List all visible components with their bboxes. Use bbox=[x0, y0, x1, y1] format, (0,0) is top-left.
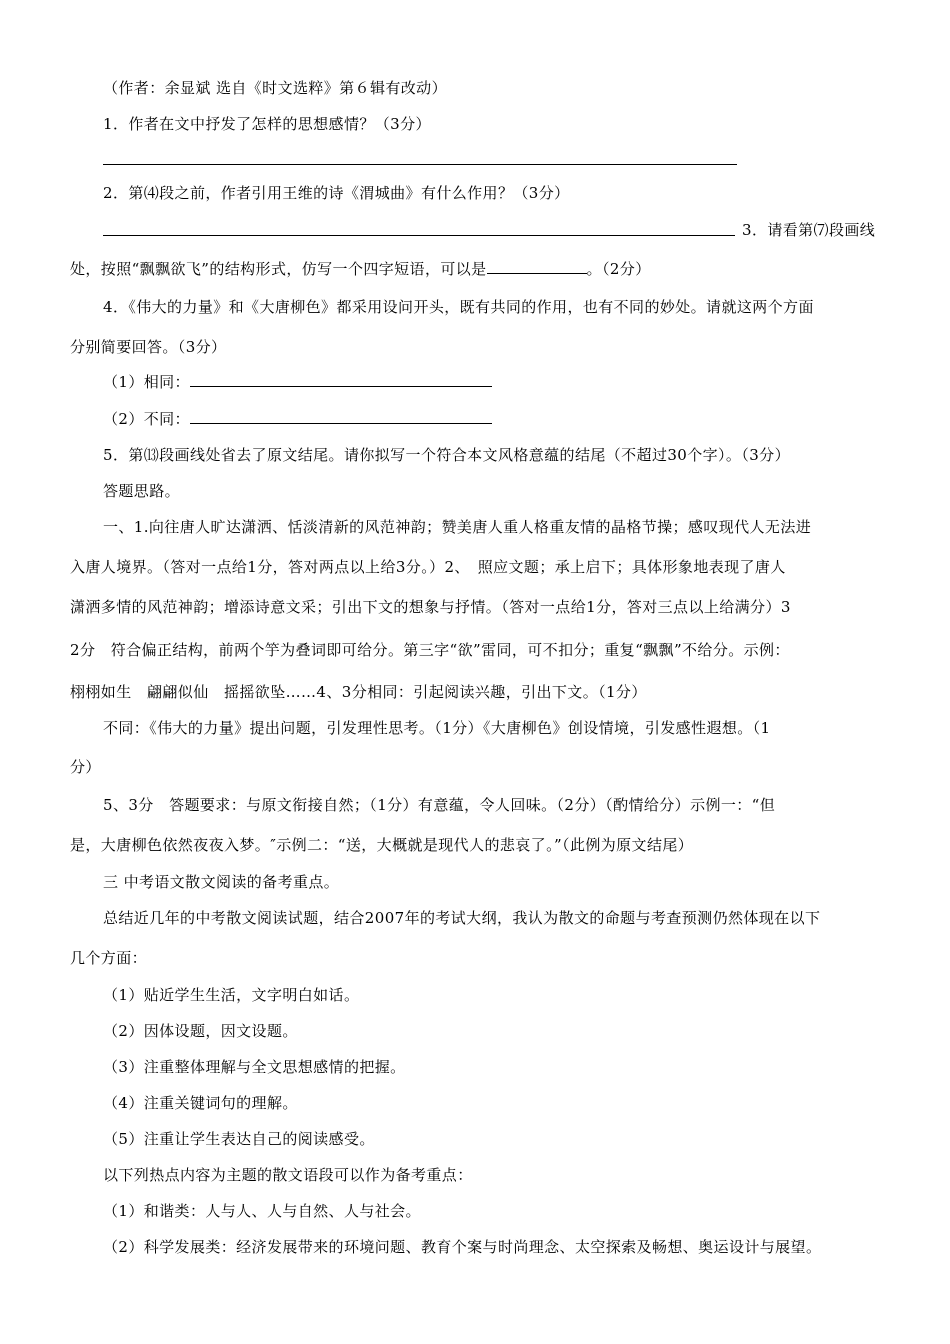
answer-heading: 答题思路。 bbox=[103, 482, 181, 500]
question-5: 5．第⒀段画线处省去了原文结尾。请你拟写一个符合本文风格意蕴的结尾（不超过30个字）。（3分） bbox=[103, 446, 790, 464]
answer-line-5: 栩栩如生 翩翩似仙 摇摇欲坠……4、3分相同：引起阅读兴趣，引出下文。（1分） bbox=[70, 683, 647, 701]
list-item: （5）注重让学生表达自己的阅读感受。 bbox=[103, 1130, 375, 1148]
answer-line-7: 分） bbox=[70, 758, 101, 776]
answer-line-2: 入唐人境界。（答对一点给1分，答对两点以上给3分。）2、 照应文题；承上启下；具体形象地表现了唐人 bbox=[70, 558, 786, 576]
answer-blank-3 bbox=[487, 259, 587, 274]
list-item: （4）注重关键词句的理解。 bbox=[103, 1094, 298, 1112]
list-item: （2）科学发展类：经济发展带来的环境问题、教育个案与时尚理念、太空探索及畅想、奥运设计与展望。 bbox=[103, 1238, 822, 1256]
question-3-start: 3．请看第⑺段画线 bbox=[742, 221, 876, 239]
answer-line-4: 2分 符合偏正结构，前两个竽为叠词即可给分。第三字“欲”雷同，可不扣分；重复“飘飘”不给分。示例： bbox=[70, 641, 790, 659]
answer-line-1: 一、1.向往唐人旷达潇洒、恬淡清新的风范神韵；赞美唐人重人格重友情的晶格节操；感叹现代人无法进 bbox=[103, 518, 812, 536]
answer-line-8: 5、3分 答题要求：与原文衔接自然；（1分）有意蕴，令人回味。（2分）（酌情给分）示例一：“但 bbox=[103, 796, 776, 814]
summary-line-1: 总结近几年的中考散文阅读试题，结合2007年的考试大纲，我认为散文的命题与考查预测仍然体现在以下 bbox=[103, 909, 821, 927]
question-4-line-2: 分别简要回答。（3分） bbox=[70, 338, 227, 356]
hot-topics-intro: 以下列热点内容为主题的散文语段可以作为备考重点： bbox=[103, 1166, 473, 1184]
list-item: （1）贴近学生生活，文字明白如话。 bbox=[103, 986, 360, 1004]
question-3-cont bbox=[70, 259, 651, 279]
list-item: （2）因体设题，因文设题。 bbox=[103, 1022, 298, 1040]
list-item: （1）和谐类：人与人、人与自然、人与社会。 bbox=[103, 1202, 421, 1220]
answer-blank-1 bbox=[103, 164, 737, 165]
question-3-text-b: 。（2分） bbox=[586, 260, 651, 278]
summary-line-2: 几个方面： bbox=[70, 949, 148, 967]
answer-blank-4-diff bbox=[190, 409, 492, 424]
source-line: （作者：余显斌 选自《时文选粹》第６辑有改动） bbox=[103, 79, 447, 97]
answer-line-9: 是，大唐柳色依然夜夜入梦。″示例二：“送，大概就是现代人的悲哀了。”（此例为原文结尾） bbox=[70, 836, 694, 854]
answer-line-6: 不同：《伟大的力量》提出问题，引发理性思考。（1分）《大唐柳色》创设情境，引发感性遐想。（1 bbox=[103, 719, 771, 737]
question-4-same-label: （1）相同： bbox=[103, 373, 190, 391]
question-4-same bbox=[103, 372, 492, 392]
question-4-line-1: 4．《伟大的力量》和《大唐柳色》都采用设问开头，既有共同的作用，也有不同的妙处。请就这两个方面 bbox=[103, 298, 814, 316]
question-1: 1．作者在文中抒发了怎样的思想感情？（3分） bbox=[103, 115, 431, 133]
question-3-text-a: 处，按照“飘飘欲飞”的结构形式，仿写一个四字短语，可以是 bbox=[70, 260, 487, 278]
answer-line-3: 潇洒多情的风范神韵；增添诗意文采；引出下文的想象与抒情。（答对一点给1分，答对三点以上给满分）3 bbox=[70, 598, 791, 616]
answer-blank-4-same bbox=[190, 372, 492, 387]
question-4-diff bbox=[103, 409, 492, 429]
section-3-title: 三 中考语文散文阅读的备考重点。 bbox=[103, 873, 340, 891]
question-4-diff-label: （2）不同： bbox=[103, 410, 190, 428]
question-2: 2．第⑷段之前，作者引用王维的诗《渭城曲》有什么作用？（3分） bbox=[103, 184, 570, 202]
list-item: （3）注重整体理解与全文思想感情的把握。 bbox=[103, 1058, 406, 1076]
answer-blank-2 bbox=[103, 235, 735, 236]
